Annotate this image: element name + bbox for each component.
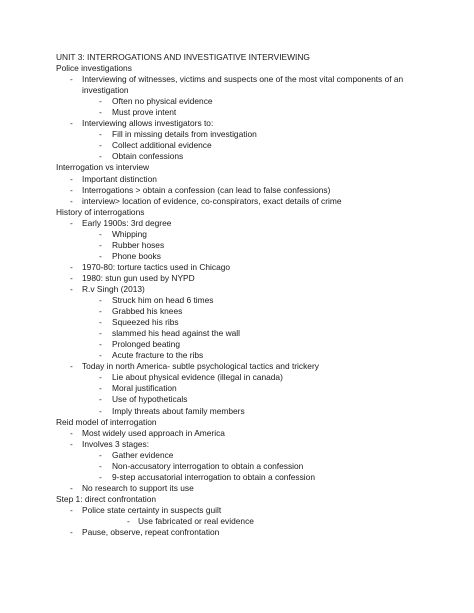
list-item-text: Must prove intent [112,107,177,118]
list-item-text: No research to support its use [82,482,194,493]
dash-bullet: - [70,261,73,272]
list-item-text: Most widely used approach in America [82,427,225,438]
list-item [56,439,428,450]
list-item [56,317,428,328]
section-heading [56,162,428,173]
list-item-text: Prolonged beating [112,339,180,350]
list-item [56,284,428,295]
dash-bullet: - [99,306,102,317]
list-item-text: Obtain confessions [112,151,184,162]
list-item-text: Step 1: direct confrontation [56,493,157,504]
list-item [56,129,428,140]
list-item-text: Imply threats about family members [112,405,245,416]
list-item-text: Phone books [112,250,161,261]
list-item [56,96,428,107]
dash-bullet: - [70,283,73,294]
list-item-text: Gather evidence [112,449,174,460]
list-item [56,339,428,350]
dash-bullet: - [70,438,73,449]
list-item-text: Rubber hoses [112,239,165,250]
dash-bullet: - [99,129,102,140]
list-item-text: Fill in missing details from investigation [112,129,257,140]
dash-bullet: - [99,372,102,383]
list-item [56,174,428,185]
dash-bullet: - [99,107,102,118]
dash-bullet: - [70,272,73,283]
dash-bullet: - [99,350,102,361]
list-item [56,428,428,439]
dash-bullet: - [70,217,73,228]
section-heading [56,207,428,218]
dash-bullet: - [99,383,102,394]
list-item-text: Use fabricated or real evidence [138,515,254,526]
dash-bullet: - [70,527,73,538]
list-item [56,372,428,383]
list-item [56,306,428,317]
list-item [56,185,428,196]
list-item-text: Often no physical evidence [112,96,213,107]
dash-bullet: - [99,339,102,350]
list-item [56,273,428,284]
dash-bullet: - [99,151,102,162]
list-item-text: interview> location of evidence, co-conspirators, exact details of crime [82,195,342,206]
list-item-text: Involves 3 stages: [82,438,150,449]
dash-bullet: - [99,295,102,306]
list-item [56,383,428,394]
dash-bullet: - [70,74,73,85]
list-item [56,516,428,527]
dash-bullet: - [70,504,73,515]
dash-bullet: - [99,317,102,328]
dash-bullet: - [70,118,73,129]
dash-bullet: - [99,471,102,482]
list-item-text: Important distinction [82,173,157,184]
list-item-text: R.v Singh (2013) [82,283,145,294]
list-item-text: Whipping [112,228,147,239]
list-item [56,74,428,96]
list-item-text: Police state certainty in suspects guilt [82,504,222,515]
dash-bullet: - [70,173,73,184]
list-item-text: 1980: stun gun used by NYPD [82,272,195,283]
list-item [56,406,428,417]
list-item-text: Collect additional evidence [112,140,212,151]
list-item-text: History of interrogations [56,206,145,217]
list-item [56,350,428,361]
list-item-text: Police investigations [56,63,132,74]
list-item [56,450,428,461]
list-item-text: Today in north America- subtle psychological tactics and trickery [82,361,319,372]
list-item-text: Interviewing allows investigators to: [82,118,214,129]
list-item-text: Non-accusatory interrogation to obtain a confession [112,460,304,471]
dash-bullet: - [99,96,102,107]
dash-bullet: - [99,250,102,261]
list-item [56,251,428,262]
list-item [56,361,428,372]
list-item-text: Acute fracture to the ribs [112,350,204,361]
list-item-text: Struck him on head 6 times [112,295,214,306]
dash-bullet: - [127,515,130,526]
list-item-text: Grabbed his knees [112,306,183,317]
dash-bullet: - [99,140,102,151]
list-item [56,472,428,483]
list-item-text: Interviewing of witnesses, victims and suspects one of the most vital components of an investigation [82,74,404,96]
list-item-text: 9-step accusatorial interrogation to obtain a confession [112,471,315,482]
list-item-text: Reid model of interrogation [56,416,157,427]
list-item [56,229,428,240]
section-heading [56,63,428,74]
list-item-text: 1970-80: torture tactics used in Chicago [82,261,231,272]
document-body [56,63,428,538]
list-item [56,527,428,538]
dash-bullet: - [70,195,73,206]
list-item [56,218,428,229]
list-item [56,394,428,405]
dash-bullet: - [99,460,102,471]
list-item-text: Early 1900s: 3rd degree [82,217,172,228]
list-item [56,118,428,129]
list-item [56,107,428,118]
dash-bullet: - [99,394,102,405]
list-item [56,140,428,151]
list-item [56,483,428,494]
list-item [56,461,428,472]
list-item-text: Lie about physical evidence (illegal in canada) [112,372,283,383]
dash-bullet: - [99,239,102,250]
list-item-text: Use of hypotheticals [112,394,188,405]
dash-bullet: - [99,328,102,339]
dash-bullet: - [70,482,73,493]
section-heading [56,494,428,505]
section-heading [56,417,428,428]
document-title: UNIT 3: INTERROGATIONS AND INVESTIGATIVE INTERVIEWING [56,52,310,62]
list-item-text: Moral justification [112,383,177,394]
dash-bullet: - [99,228,102,239]
dash-bullet: - [99,449,102,460]
dash-bullet: - [99,405,102,416]
dash-bullet: - [70,361,73,372]
list-item [56,151,428,162]
list-item-text: Interrogation vs interview [56,162,150,173]
dash-bullet: - [70,184,73,195]
list-item-text: Pause, observe, repeat confrontation [82,527,220,538]
list-item [56,240,428,251]
dash-bullet: - [70,427,73,438]
list-item [56,262,428,273]
list-item [56,328,428,339]
list-item-text: Squeezed his ribs [112,317,179,328]
list-item-text: Interrogations > obtain a confession (can lead to false confessions) [82,184,331,195]
list-item [56,505,428,516]
list-item-text: slammed his head against the wall [112,328,241,339]
list-item [56,295,428,306]
document-page [56,52,428,538]
list-item [56,196,428,207]
